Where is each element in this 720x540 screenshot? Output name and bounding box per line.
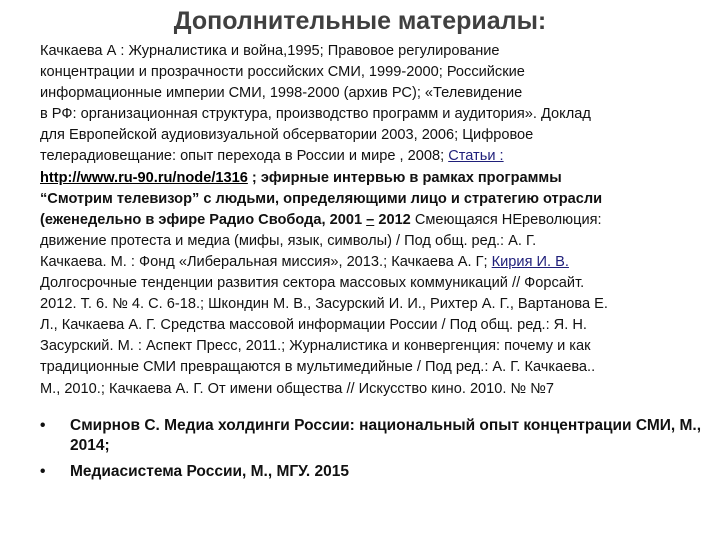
bullet-icon: • (40, 417, 46, 434)
paragraph-line-12: Долгосрочные тенденции развития сектора массовых коммуникаций // Форсайт. (40, 275, 585, 292)
paragraph-line-6 (40, 146, 705, 167)
paragraph-text: (еженедельно в эфире Радио Свобода, 2001 (40, 211, 367, 228)
list-item-text: Медиасистема России, М., МГУ. 2015 (70, 463, 349, 480)
paragraph-line-1 (40, 41, 705, 62)
bullet-icon: • (40, 463, 46, 480)
paragraph-line-15: Засурский. М. : Аспект Пресс, 2011.; Журналистика и конвергенция: почему и как (40, 338, 591, 355)
list-item (40, 462, 710, 482)
paragraph-line-5: для Европейской аудиовизуальной обсерватории 2003, 2006; Цифровое (40, 127, 534, 144)
paragraph-text: Смеющаяся НЕреволюция: (414, 211, 602, 228)
author-name: Качкаева А : (40, 43, 129, 59)
paragraph-text: Качкаева. М. : Фонд «Либеральная миссия», 2013.; Качкаева А. Г; (40, 253, 492, 270)
url-link[interactable]: http://www.ru-90.ru/node/1316 (40, 169, 248, 186)
paragraph-text: ; эфирные интервью в рамках программы (247, 169, 562, 186)
articles-link[interactable]: Статьи : (448, 148, 504, 165)
paragraph-line-7 (40, 168, 705, 189)
paragraph-line-10: движение протеста и медиа (мифы, язык, символы) / Под общ. ред.: А. Г. (40, 232, 537, 249)
paragraph-line-14: Л., Качкаева А. Г. Средства массовой информации России / Под общ. ред.: Я. Н. (40, 317, 587, 334)
paragraph-text: 2012 (374, 211, 415, 228)
bullet-list (40, 416, 710, 488)
paragraph-line-3: информационные империи СМИ, 1998-2000 (архив РС); «Телевидение (40, 85, 523, 102)
paragraph-line-17: М., 2010.; Качкаева А. Г. От имени общества // Искусство кино. 2010. № №7 (40, 380, 555, 397)
paragraph-line-8: “Смотрим телевизор” с людьми, определяющими лицо и стратегию отрасли (40, 190, 603, 207)
paragraph-line-13: 2012. Т. 6. № 4. С. 6-18.; Шкондин М. В., Засурский И. И., Рихтер А. Г., Вартанова Е. (40, 296, 608, 313)
paragraph-line-11 (40, 252, 705, 273)
paragraph-line-2: концентрации и прозрачности российских СМИ, 1999-2000; Российские (40, 64, 525, 81)
references-paragraph (40, 41, 705, 400)
paragraph-line-4: в РФ: организационная структура, производство программ и аудитория». Доклад (40, 106, 591, 123)
paragraph-line-16: традиционные СМИ превращаются в мультимедийные / Под ред.: А. Г. Качкаева.. (40, 359, 596, 376)
list-item-text: Смирнов С. Медиа холдинги России: национальный опыт концентрации СМИ, М., 2014; (70, 417, 702, 454)
dash-link[interactable]: – (366, 211, 375, 228)
paragraph-text: Журналистика и война,1995; Правовое регулирование (128, 43, 500, 59)
paragraph-line-9 (40, 210, 705, 231)
author-link[interactable]: Кирия И. В. (491, 253, 569, 270)
page-title: Дополнительные материалы: (173, 7, 547, 35)
list-item (40, 416, 710, 456)
paragraph-text: телерадиовещание: опыт перехода в России и мире , 2008; (40, 148, 449, 165)
